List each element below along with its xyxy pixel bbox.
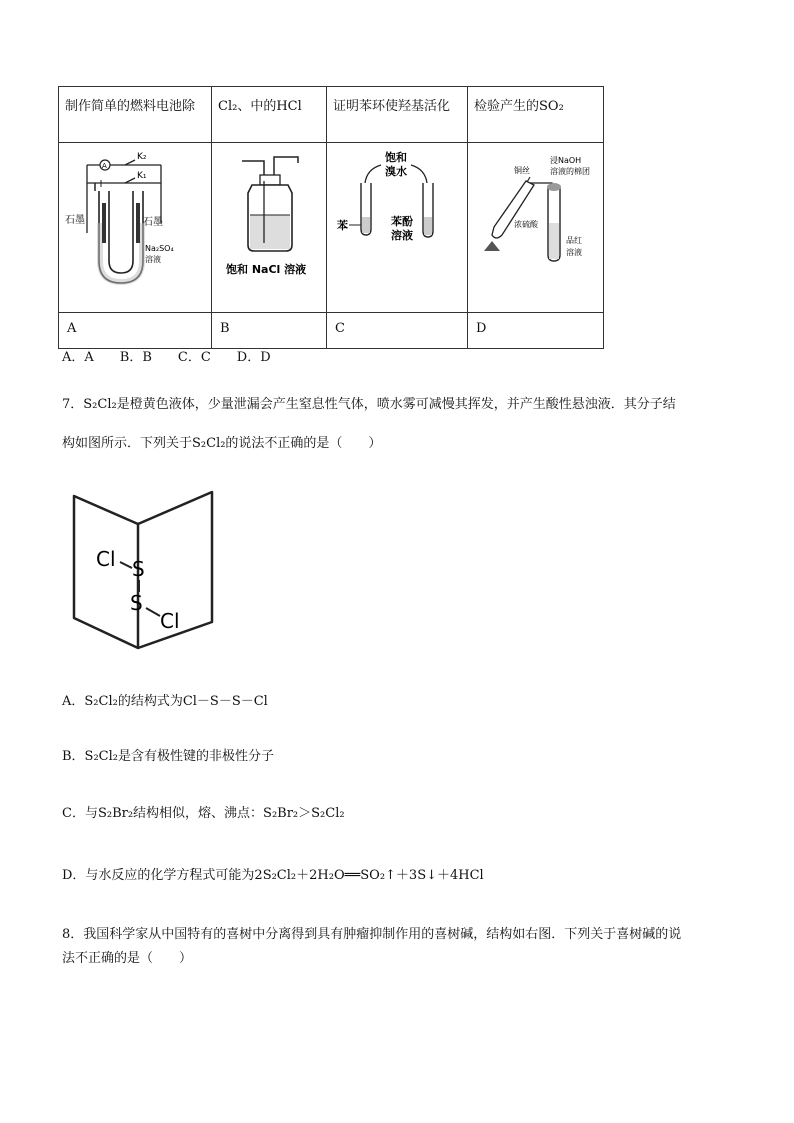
header-d: 检验产生的SO₂: [468, 87, 604, 143]
atom-cl-2: Cl: [160, 609, 180, 633]
option-cell-a: A: [59, 313, 212, 349]
q7-option-b: B．S₂Cl₂是含有极性键的非极性分子: [62, 749, 274, 764]
phenol-label-2: 溶液: [391, 229, 413, 242]
atom-s-2: S: [130, 591, 143, 615]
gas-washing-bottle-figure: [212, 143, 326, 308]
bromine-label-1: 饱和: [385, 151, 407, 164]
solution-label-1: Na₂SO₄: [145, 244, 174, 253]
k2-label: K₂: [137, 152, 147, 162]
figure-d-cell: [468, 143, 604, 313]
meter-label: A: [102, 162, 107, 170]
acid-label: 浓硫酸: [514, 220, 538, 229]
header-c: 证明苯环使羟基活化: [327, 87, 468, 143]
k1-label: K₁: [137, 171, 147, 181]
q7-stem-line2: 构如图所示．下列关于S₂Cl₂的说法不正确的是（ ）: [62, 436, 382, 451]
figure-b-cell: [212, 143, 327, 313]
bromine-water-figure: [327, 143, 467, 308]
dye-label-2: 溶液: [566, 248, 582, 257]
q7-option-d: D．与水反应的化学方程式可能为2S₂Cl₂＋2H₂O══SO₂↑＋3S↓＋4HCl: [62, 868, 484, 883]
experiment-table: [58, 86, 604, 349]
option-cell-d: D: [468, 313, 604, 349]
nacl-caption: 饱和 NaCl 溶液: [226, 263, 307, 276]
q8-stem-line2: 法不正确的是（ ）: [62, 951, 193, 966]
solution-label-2: 溶液: [145, 255, 161, 264]
q8-stem-line1: 8．我国科学家从中国特有的喜树中分离得到具有肿瘤抑制作用的喜树碱，结构如右图．下列关于喜树碱的说: [62, 927, 682, 942]
option-cell-b: B: [212, 313, 327, 349]
naoh-label-1: 浸NaOH: [550, 156, 582, 165]
s2cl2-structure-figure: [60, 482, 240, 654]
benzene-label: 苯: [337, 219, 348, 232]
bromine-label-2: 溴水: [385, 165, 407, 178]
atom-cl-1: Cl: [96, 547, 116, 571]
figure-a-cell: [59, 143, 212, 313]
left-electrode-label: 石墨: [65, 215, 85, 226]
figure-c-cell: [327, 143, 468, 313]
q7-option-a: A．S₂Cl₂的结构式为Cl－S－S－Cl: [62, 694, 268, 709]
copper-wire-label: 铜丝: [514, 166, 530, 175]
right-electrode-label: 石墨: [143, 217, 163, 228]
header-a: 制作简单的燃料电池除: [59, 87, 212, 143]
fuel-cell-figure: [59, 143, 211, 308]
phenol-label-1: 苯酚: [391, 215, 413, 228]
q7-option-c: C．与S₂Br₂结构相似，熔、沸点：S₂Br₂＞S₂Cl₂: [62, 806, 345, 821]
q6-options: A．A B．B C．C D．D: [62, 350, 271, 365]
naoh-label-2: 溶液的棉团: [550, 167, 590, 176]
header-b: Cl₂、中的HCl: [212, 87, 327, 143]
dye-label-1: 品红: [566, 236, 582, 245]
option-cell-c: C: [327, 313, 468, 349]
q7-stem-line1: 7．S₂Cl₂是橙黄色液体，少量泄漏会产生窒息性气体，喷水雾可减慢其挥发，并产生酸性悬浊液．其分子结: [62, 397, 676, 412]
so2-test-figure: [468, 143, 603, 308]
atom-s-1: S: [132, 557, 145, 581]
